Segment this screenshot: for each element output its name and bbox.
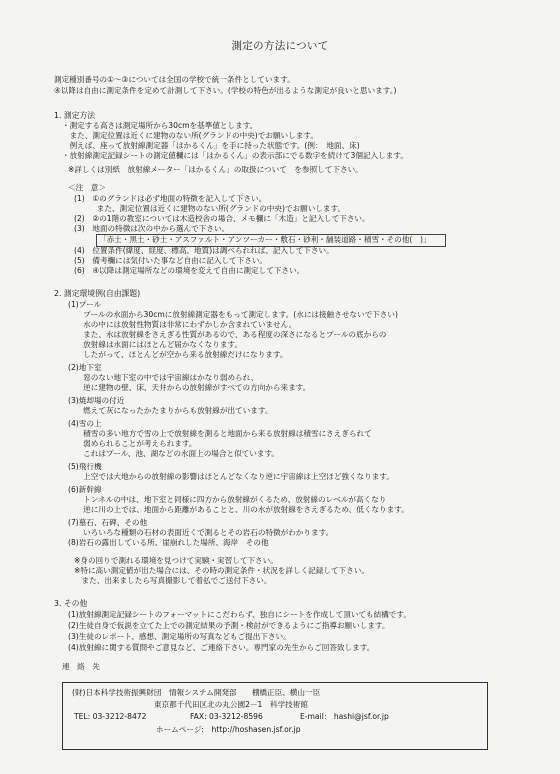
note-item: (2) ②の1階の教室については木造校舎の場合、メモ欄に「木造」と記入して下さい。	[74, 214, 370, 223]
text-line: 上空では大地からの放射線の影響はほとんどなくなり逆に宇宙線は上空ほど強くなります。	[68, 472, 394, 481]
text-line: また、水は放射線をさえぎる性質があるので、ある程度の深さになるとプールの底からの	[68, 330, 387, 339]
text-line: トンネルの中は、地下室と同様に四方から放射線がくるため、放射線のレベルが高くなり	[68, 495, 387, 504]
intro-line: ④以降は自由に測定条件を定めて計測して下さい。(学校の特色が出るような測定が良いと思います。)	[54, 86, 397, 95]
text-line: (4)放射線に関する質問やご意見など、ご連絡下さい。専門家の先生からご回答致します。	[68, 643, 375, 652]
text-line: (6)新幹線	[68, 485, 102, 494]
contact-tel: TEL: 03-3212-8472	[74, 712, 147, 721]
text-line: 逆に建物の壁、床、天井からの放射線がすべての方向から来ます。	[68, 383, 311, 392]
text-line: 燃えて灰になったかたまりからも放射線が出ています。	[68, 406, 273, 415]
section-heading: 1. 測定方法	[54, 111, 96, 120]
note-item: (4) 位置条件(緯度、経度、標高、地質)は調べられれば、記入して下さい。	[74, 246, 334, 255]
text-line: 逆に川の上では、地面から距離があることと、川の水が放射線をさえぎるため、低くなります。	[68, 505, 409, 514]
text-line: また、測定位置は近くに建物のない所(グランドの中央)でお願いします。	[62, 131, 318, 140]
text-line: ・測定する高さは測定場所から30cmを基準値とします。	[62, 121, 258, 130]
intro-line: 測定種別番号の①～③については全国の学校で統一条件としています。	[54, 75, 295, 84]
choices-text: 「赤土・黒土・砂土・アスファルト・アンツーカー・敷石・砂利・舗装道路・積雪・その他( )」	[99, 235, 431, 244]
note-item: (1) ①のグランドは必ず地面の特徴を記入して下さい。	[74, 194, 267, 203]
text-line: したがって、ほとんどが空から来る放射線だけになります。	[68, 350, 288, 359]
text-line: (5)飛行機	[68, 462, 102, 471]
notes-heading: ＜注 意＞	[68, 183, 106, 192]
note-line: ※詳しくは別紙 放射線メーター「はかるくん」の取扱について を参照して下さい。	[68, 165, 363, 174]
text-line: いろいろな種類の石材の表面近くで測るとその岩石の特徴がわかります。	[68, 528, 334, 537]
text-line: (1)プール	[68, 300, 102, 309]
text-line: (3)生徒のレポート、感想、測定場所の写真などもご提出下さい。	[68, 632, 291, 641]
note-item: (6) ④以降は測定場所などの環境を変えて自由に測定して下さい。	[74, 266, 305, 275]
note-item: (5) 備考欄には気付いた事など自由に記入して下さい。	[74, 256, 268, 265]
note-item: また、測定位置は近くに建物のない所(グランドの中央)でお願いします。	[74, 204, 346, 213]
text-line: 弱められることが考えられます。	[68, 439, 197, 448]
section-heading: 3. その他	[54, 599, 88, 608]
contact-fax: FAX: 03-3212-8596	[190, 712, 263, 721]
text-line: (2)生徒自身で仮説を立てた上での測定結果の予測・検討ができるようにご指導お願いします。	[68, 621, 390, 630]
text-line: (1)放射線測定記録シートのフォーマットにこだわらず、独自にシートを作成して頂いても結構です。	[68, 610, 411, 619]
section-heading: 2. 測定環境例(自由課題)	[54, 289, 141, 298]
text-line: (8)岩石の露出している所、崖崩れした場所、海岸 その他	[68, 538, 269, 547]
contact-org: (財)日本科学技術振興財団 情報システム開発部 棚橋正臣、横山一臣	[72, 688, 321, 697]
text-line: (7)墓石、石碑、その他	[68, 518, 148, 527]
text-line: 放射線は水面にはほとんど届かなくなります。	[68, 340, 243, 349]
text-line: (3)焼却場の付近	[68, 396, 125, 405]
contact-homepage: ホームページ: http://hoshasen.jsf.or.jp	[156, 725, 301, 734]
note-line: ※特に高い測定値が出た場合には、その時の測定条件・状況を詳しく記録して下さい。	[74, 566, 369, 575]
contact-email: E-mail： hashi@jsf.or.jp	[300, 712, 389, 721]
note-line: ※身の回りで測れる環境を見つけて実験・実習して下さい。	[74, 556, 278, 565]
text-line: プールの水面から30cmに放射線測定器をもって測定します。(水には接触させないで下さい)	[68, 310, 398, 319]
text-line: 水の中には放射性物質は非常にわずかしか含まれていません。	[68, 320, 297, 329]
text-line: 積雪の多い地方で雪の上で放射線を測ると地面から来る放射線は積雪にさえぎられて	[68, 429, 372, 438]
text-line: 例えば、座って放射線測定器「はかるくん」を手に持った状態です。(例： 地面、床)	[62, 141, 360, 150]
contact-label: 連 絡 先	[62, 662, 100, 671]
note-line: また、出来ましたら写真撮影して着払でご送付下さい。	[74, 576, 272, 585]
text-line: (4)雪の上	[68, 419, 102, 428]
text-line: これはプール、池、湖などの水面上の場合と似ています。	[68, 449, 280, 458]
text-line: (2)地下室	[68, 363, 102, 372]
note-item: (3) 地面の特徴は次の中から選んで下さい。	[74, 224, 230, 233]
text-line: 窓のない地下室の中では宇宙線はかなり弱められ、	[68, 373, 259, 382]
page-title: 測定の方法について	[231, 40, 329, 52]
contact-address: 東京都千代田区北の丸公園2－1 科学技術館	[154, 700, 308, 709]
text-line: ・放射線測定記録シートの測定値欄には「はかるくん」の表示部にでる数字を続けて3個記入します。	[62, 151, 408, 160]
